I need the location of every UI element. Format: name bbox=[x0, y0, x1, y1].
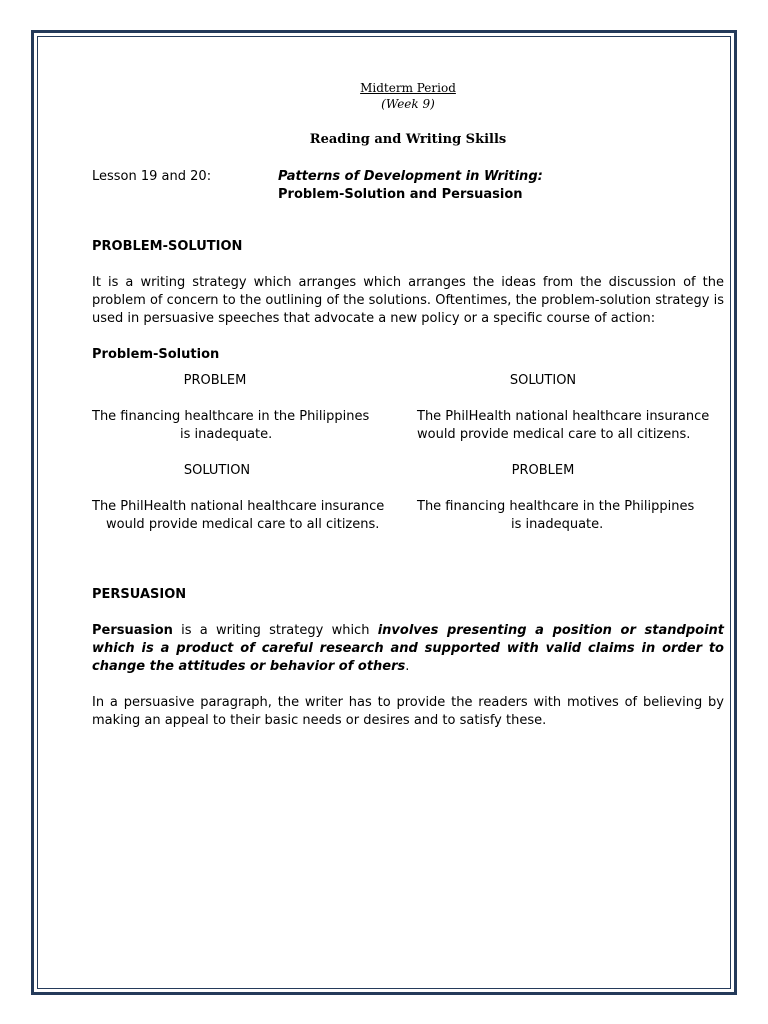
subject-title: Reading and Writing Skills bbox=[309, 132, 507, 147]
lesson-topic-line2: Problem-Solution and Persuasion bbox=[278, 187, 523, 202]
problem-solution-subheading: Problem-Solution bbox=[92, 347, 220, 362]
row2-right-label: PROBLEM bbox=[511, 463, 575, 478]
row2-left-label: SOLUTION bbox=[183, 463, 251, 478]
row1-left-text-line1: The financing healthcare in the Philippines bbox=[92, 409, 370, 424]
row1-right-text-line2: would provide medical care to all citizens. bbox=[417, 427, 691, 442]
row2-right-text-line2: is inadequate. bbox=[511, 517, 604, 532]
lesson-row bbox=[92, 168, 724, 204]
row2-right-text-line1: The financing healthcare in the Philippines bbox=[417, 499, 695, 514]
persuasion-paragraph: In a persuasive paragraph, the writer has to provide the readers with motives of believing by making an appeal to their basic needs or desires and to satisfy these. bbox=[92, 695, 724, 728]
document-page bbox=[92, 80, 724, 730]
week-heading: (Week 9) bbox=[381, 97, 435, 111]
lesson-topic-line1: Patterns of Development in Writing: bbox=[278, 169, 543, 184]
problem-solution-table bbox=[92, 372, 724, 568]
row2-left-text-line1: The PhilHealth national healthcare insurance bbox=[92, 499, 385, 514]
problem-solution-heading: PROBLEM-SOLUTION bbox=[92, 239, 243, 254]
persuasion-def-plain: is a writing strategy which bbox=[172, 623, 378, 638]
row1-left-label: PROBLEM bbox=[183, 373, 247, 388]
row2-left-text-line2: would provide medical care to all citizens. bbox=[106, 517, 380, 532]
period-heading: Midterm Period bbox=[360, 81, 456, 95]
persuasion-def-end: . bbox=[405, 659, 410, 674]
persuasion-term: Persuasion bbox=[92, 623, 173, 638]
row1-right-text bbox=[417, 408, 724, 444]
problem-solution-paragraph: It is a writing strategy which arranges which arranges the ideas from the discussion of the problem of concern to the outlining of the solutions. Oftentimes, the problem-solution strategy is used in persuasive speeches that advocate a new policy or a specific course of action: bbox=[92, 275, 724, 326]
row1-left-text bbox=[92, 408, 392, 444]
row2-left-text bbox=[92, 498, 392, 534]
row1-left-text-line2: is inadequate. bbox=[180, 427, 273, 442]
lesson-topic bbox=[278, 168, 543, 204]
row2-right-text bbox=[417, 498, 724, 534]
persuasion-heading: PERSUASION bbox=[92, 587, 187, 602]
lesson-label: Lesson 19 and 20: bbox=[92, 169, 212, 184]
row1-right-text-line1: The PhilHealth national healthcare insurance bbox=[417, 409, 710, 424]
persuasion-definition bbox=[92, 622, 724, 676]
row1-right-label: SOLUTION bbox=[509, 373, 577, 388]
persuasion-def-emphasis: involves presenting a position or standpoint which is a product of careful research and supported with valid claims in order to change the attitudes or behavior of others bbox=[92, 623, 724, 674]
